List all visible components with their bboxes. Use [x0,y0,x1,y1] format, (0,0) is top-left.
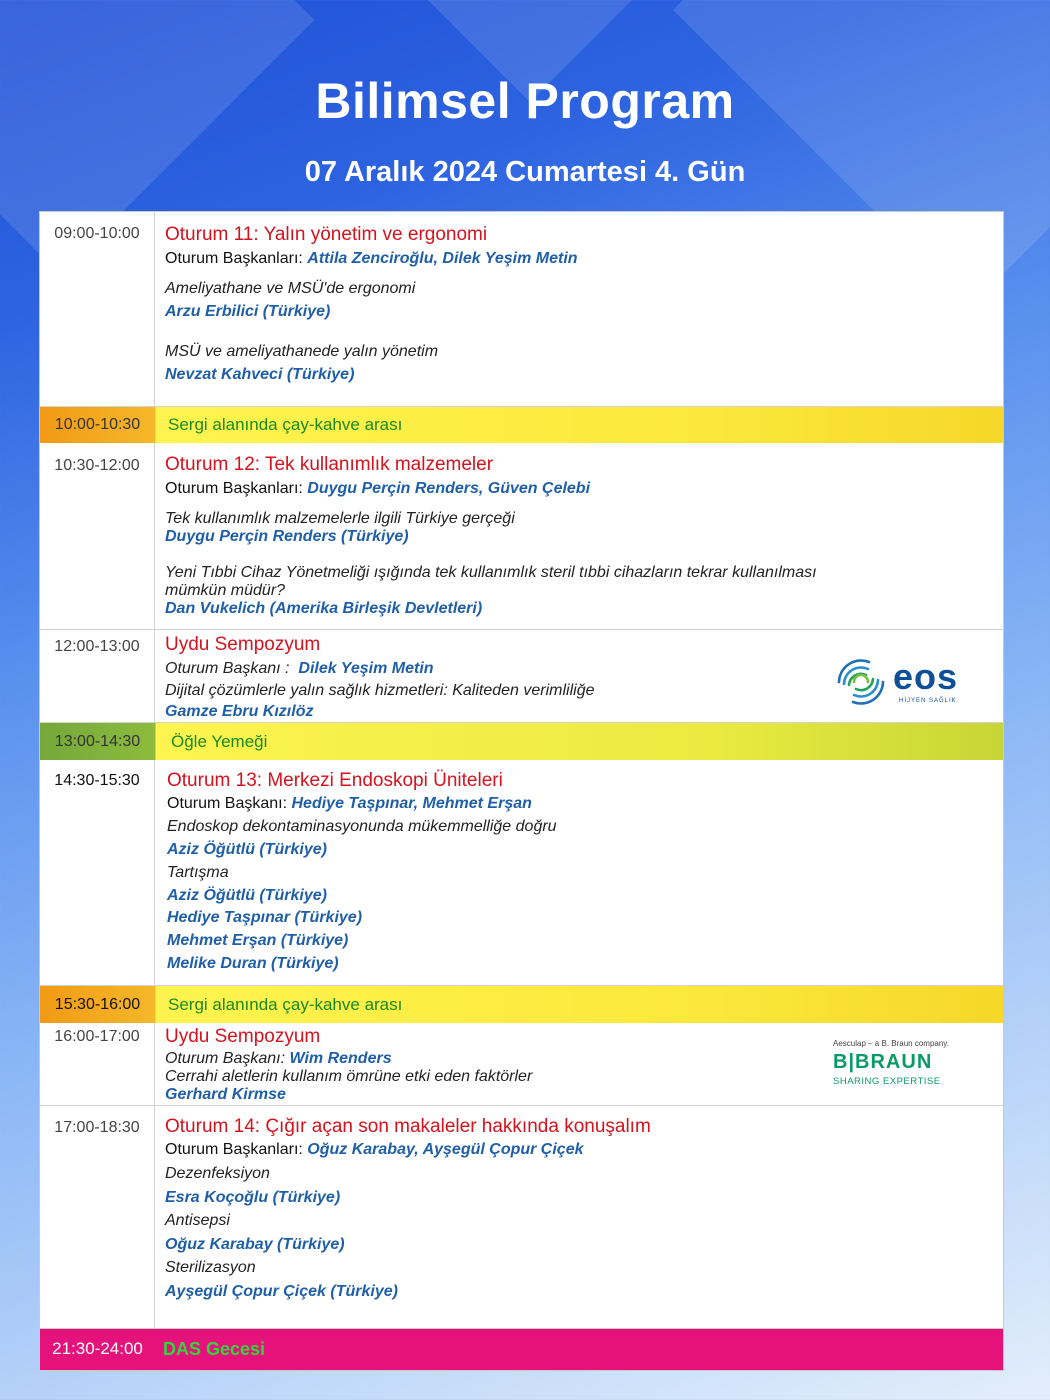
session-chairs [165,250,578,268]
bbraun-logo [833,1037,973,1092]
chairs-label: Oturum Başkanı: [167,795,288,812]
session-chairs [165,1141,584,1159]
session-chair [165,1050,392,1068]
session-time: 17:00-18:30 [40,1106,155,1328]
session-row-12 [40,443,1003,630]
eos-logo [833,650,963,720]
speaker-name: Arzu Erbilici (Türkiye) [165,303,331,320]
speaker-name: Ayşegül Çopur Çiçek (Türkiye) [165,1283,398,1300]
session-chairs [167,795,532,813]
talk-title: Dezenfeksiyon [165,1165,270,1182]
speaker-name: Oğuz Karabay (Türkiye) [165,1236,345,1253]
session-title: Uydu Sempozyum [165,1026,321,1047]
speaker-name: Dan Vukelich (Amerika Birleşik Devletleri) [165,600,483,617]
bbraun-logo-tagline: Aesculap – a B. Braun company. [833,1039,949,1048]
session-row-14 [40,1106,1003,1328]
talk-title: Cerrahi aletlerin kullanım ömrüne etki eden faktörler [165,1068,533,1085]
session-time: 12:00-13:00 [40,630,155,722]
break-time: 13:00-14:30 [54,733,141,750]
session-title: Oturum 11: Yalın yönetim ve ergonomi [165,224,488,245]
speaker-name: Hediye Taşpınar (Türkiye) [167,909,363,926]
talk-title: MSÜ ve ameliyathanede yalın yönetim [165,343,439,360]
session-chair [165,660,434,678]
chairs-names: Attila Zenciroğlu, Dilek Yeşim Metin [307,250,578,267]
break-label: Sergi alanında çay-kahve arası [168,995,403,1014]
symposium-row-2 [40,1023,1003,1106]
evening-event-row [40,1328,1003,1370]
eos-logo-text: eos [893,656,959,697]
session-chairs [165,480,590,498]
talk-title-continued: mümkün müdür? [165,582,286,599]
event-label: DAS Gecesi [163,1339,266,1359]
page-title: Bilimsel Program [315,73,735,129]
break-label: Sergi alanında çay-kahve arası [168,415,403,434]
schedule-table [39,211,1004,1371]
session-row-13 [40,760,1003,986]
chair-name: Dilek Yeşim Metin [298,660,434,677]
talk-title: Ameliyathane ve MSÜ'de ergonomi [165,280,416,297]
speaker-name: Mehmet Erşan (Türkiye) [167,932,349,949]
chair-label: Oturum Başkanı : [165,660,290,677]
coffee-break-row [40,986,1003,1023]
session-time: 16:00-17:00 [40,1023,155,1105]
session-title: Oturum 12: Tek kullanımlık malzemeler [165,454,494,475]
speaker-name: Aziz Öğütlü (Türkiye) [167,887,327,904]
speaker-name: Esra Koçoğlu (Türkiye) [165,1189,341,1206]
speaker-name: Gamze Ebru Kızılöz [165,703,314,720]
eos-swirl-icon [833,652,889,712]
eos-logo-subtext: HİJYEN SAĞLIK [899,698,957,704]
speaker-name: Aziz Öğütlü (Türkiye) [167,841,327,858]
break-time: 15:30-16:00 [54,996,141,1013]
session-title: Oturum 14: Çığır açan son makaleler hakkında konuşalım [165,1116,651,1137]
chairs-label: Oturum Başkanları: [165,250,303,267]
chair-label: Oturum Başkanı: [165,1050,286,1067]
talk-title: Endoskop dekontaminasyonunda mükemmelliğe doğru [167,818,557,835]
talk-title: Tartışma [167,864,229,881]
speaker-name: Gerhard Kirmse [165,1086,286,1103]
coffee-break-row [40,407,1003,443]
chairs-names: Hediye Taşpınar, Mehmet Erşan [291,795,532,812]
event-time: 21:30-24:00 [52,1339,143,1358]
session-time: 09:00-10:00 [40,212,155,406]
chairs-names: Duygu Perçin Renders, Güven Çelebi [307,480,591,497]
session-time: 14:30-15:30 [40,760,155,985]
bbraun-logo-wordmark: B|BRAUN [833,1051,933,1073]
page-subtitle: 07 Aralık 2024 Cumartesi 4. Gün [304,156,746,188]
session-title: Uydu Sempozyum [165,634,321,655]
break-time: 10:00-10:30 [54,416,141,433]
bbraun-logo-slogan: SHARING EXPERTISE [833,1076,941,1087]
lunch-row [40,723,1003,760]
session-time: 10:30-12:00 [40,443,155,629]
session-row-11 [40,212,1003,407]
break-label: Öğle Yemeği [171,732,268,751]
talk-title: Yeni Tıbbi Cihaz Yönetmeliği ışığında tek kullanımlık steril tıbbi cihazların tekrar kullanılması [165,564,817,581]
session-title: Oturum 13: Merkezi Endoskopi Üniteleri [167,770,503,791]
symposium-row-1 [40,630,1003,723]
speaker-name: Nevzat Kahveci (Türkiye) [165,366,355,383]
chair-name: Wim Renders [289,1050,392,1067]
chairs-label: Oturum Başkanları: [165,1141,303,1158]
talk-title: Dijital çözümlerle yalın sağlık hizmetleri: Kaliteden verimliliğe [165,682,595,699]
talk-title: Sterilizasyon [165,1259,256,1276]
talk-title: Tek kullanımlık malzemelerle ilgili Türkiye gerçeği [165,510,515,527]
speaker-name: Duygu Perçin Renders (Türkiye) [165,528,409,545]
chairs-names: Oğuz Karabay, Ayşegül Çopur Çiçek [307,1141,584,1158]
talk-title: Antisepsi [165,1212,230,1229]
chairs-label: Oturum Başkanları: [165,480,303,497]
speaker-name: Melike Duran (Türkiye) [167,955,339,972]
